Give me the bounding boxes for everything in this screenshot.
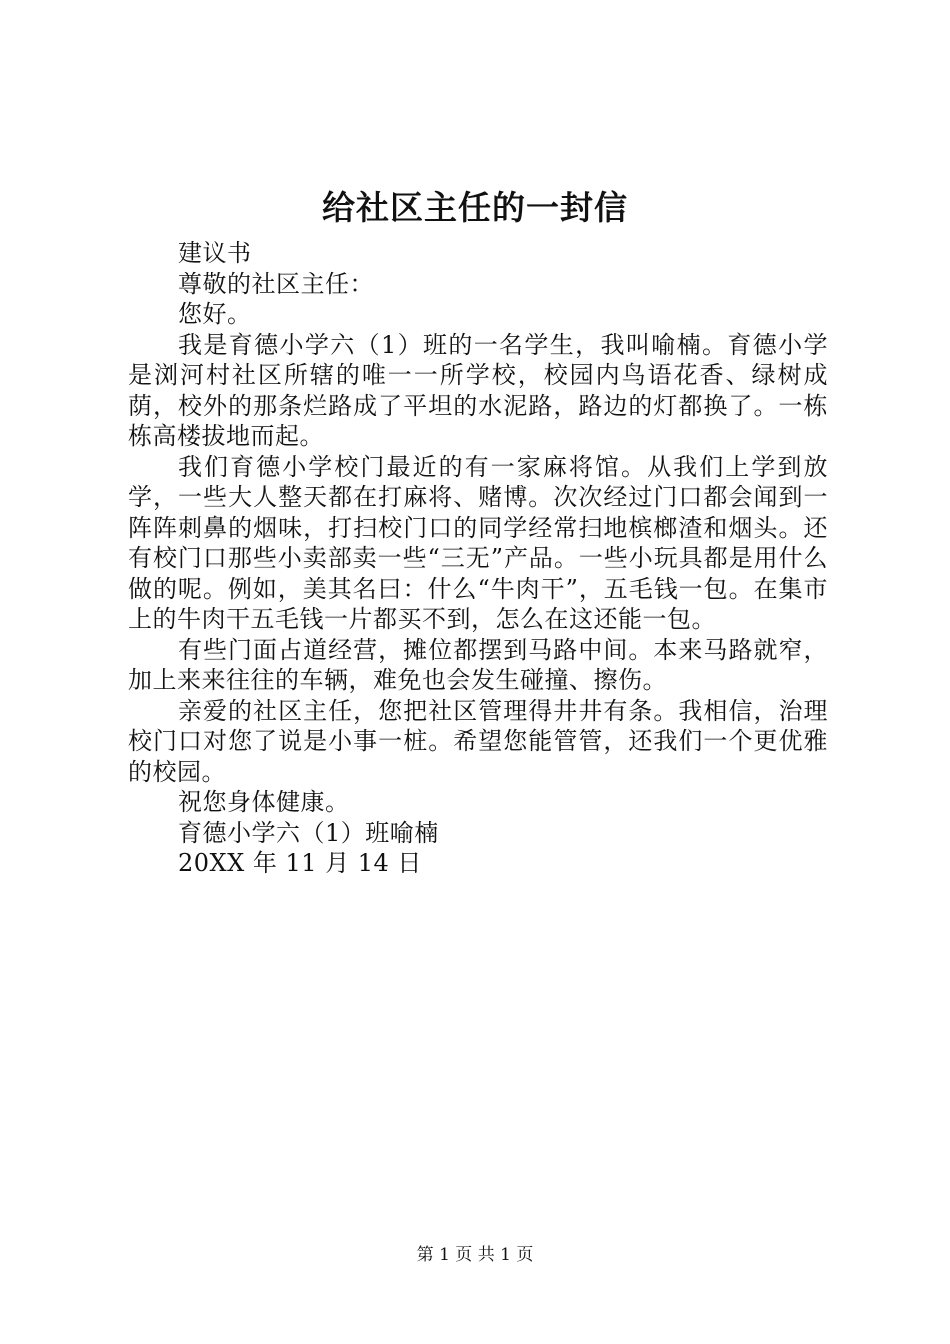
letter-closing: 祝您身体健康。	[178, 788, 350, 816]
letter-paragraph: 我们育德小学校门最近的有一家麻将馆。从我们上学到放学，一些大人整天都在打麻将、赌博。次次经过门口都会闻到一阵阵刺鼻的烟味，打扫校门口的同学经常扫地槟榔渣和烟头。还有校门口那些小卖部卖一些“三无”产品。一些小玩具都是用什么做的呢。例如，美其名曰：什么“牛肉干”，五毛钱一包。在集市上的牛肉干五毛钱一片都买不到，怎么在这还能一包。	[128, 452, 828, 633]
letter-body	[128, 238, 828, 879]
page-footer: 第 1 页 共 1 页	[416, 1245, 534, 1265]
letter-greeting: 您好。	[178, 300, 252, 328]
letter-paragraph: 有些门面占道经营，摊位都摆到马路中间。本来马路就窄，加上来来往往的车辆，难免也会发生碰撞、擦伤。	[128, 635, 828, 694]
letter-signature: 育德小学六（1）班喻楠	[178, 818, 439, 847]
letter-paragraph: 我是育德小学六（1）班的一名学生，我叫喻楠。育德小学是浏河村社区所辖的唯一一所学校，校园内鸟语花香、绿树成荫，校外的那条烂路成了平坦的水泥路，路边的灯都换了。一栋栋高楼拔地而起。	[128, 330, 828, 450]
letter-date: 20XX 年 11 月 14 日	[178, 849, 422, 877]
document-title: 给社区主任的一封信	[322, 188, 628, 227]
letter-salutation: 尊敬的社区主任：	[178, 269, 374, 298]
letter-label: 建议书	[178, 239, 252, 267]
letter-paragraph: 亲爱的社区主任，您把社区管理得井井有条。我相信，治理校门口对您了说是小事一桩。希望您能管管，还我们一个更优雅的校园。	[128, 696, 828, 786]
